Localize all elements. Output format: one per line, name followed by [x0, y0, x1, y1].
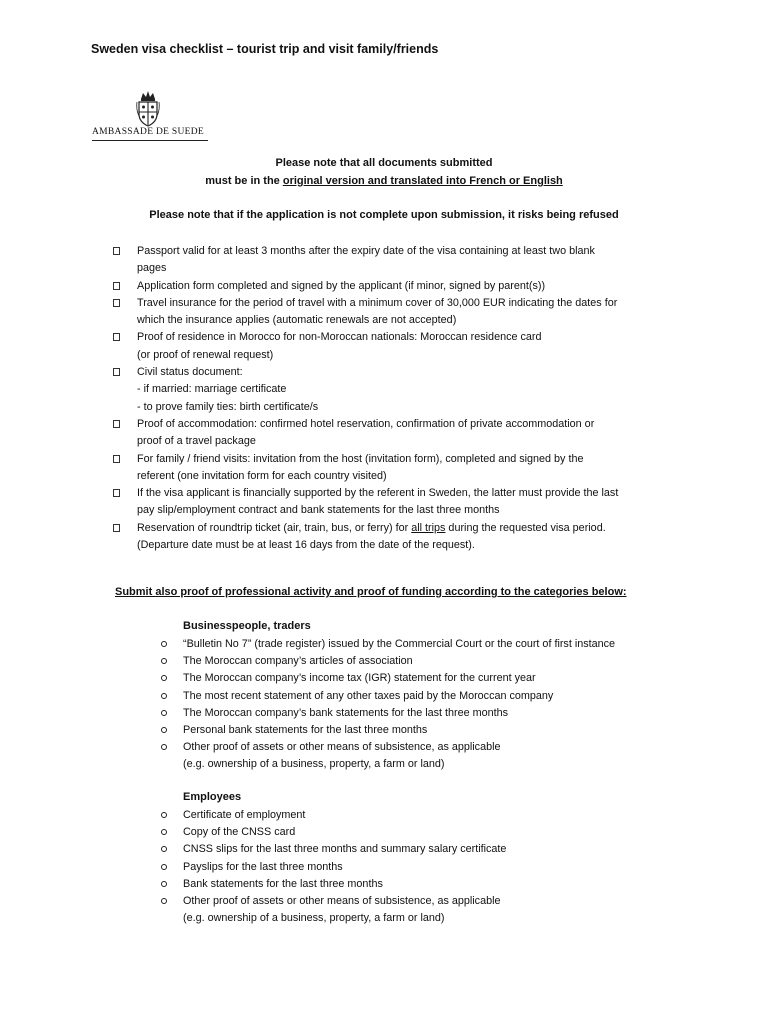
checklist-line: Application form completed and signed by the applicant (if minor, signed by parent(s))	[137, 279, 546, 292]
checklist-item	[113, 295, 683, 330]
checkbox-icon	[113, 420, 120, 428]
checkbox-icon	[113, 247, 120, 255]
list-item-line: “Bulletin No 7” (trade register) issued by the Commercial Court or the court of first instance	[183, 638, 616, 650]
checklist-line: (or proof of renewal request)	[137, 348, 274, 361]
circle-bullet-icon	[161, 881, 167, 887]
checklist-line: (Departure date must be at least 16 days from the date of the request).	[137, 539, 475, 552]
list-item-line: CNSS slips for the last three months and summary salary certificate	[183, 843, 507, 856]
checklist-line: - to prove family ties: birth certificate/s	[137, 400, 319, 413]
checkbox-icon	[113, 368, 120, 376]
circle-bullet-icon	[161, 710, 167, 716]
checklist-line-suffix: during the requested visa period.	[445, 521, 606, 534]
circle-bullet-icon	[161, 658, 167, 664]
list-item-line: Other proof of assets or other means of subsistence, as applicable	[183, 741, 501, 754]
checklist-line: Proof of accommodation: confirmed hotel reservation, confirmation of private accommodation or	[137, 417, 595, 430]
category-list-businesspeople	[159, 636, 699, 774]
document-checklist	[113, 243, 683, 554]
checklist-line	[137, 520, 683, 537]
checklist-item	[113, 243, 683, 278]
checklist-line: proof of a travel package	[137, 435, 256, 448]
list-item	[159, 859, 699, 876]
circle-bullet-icon	[161, 693, 167, 699]
notice-line-3: Please note that if the application is not complete upon submission, it risks being refused	[149, 209, 619, 221]
checkbox-icon	[113, 524, 120, 532]
checklist-line: which the insurance applies (automatic renewals are not accepted)	[137, 314, 457, 327]
list-item	[159, 841, 699, 858]
category-title-businesspeople: Businesspeople, traders	[183, 620, 311, 632]
checkbox-icon	[113, 455, 120, 463]
logo-text: AMBASSADE DE SUEDE	[92, 127, 205, 137]
circle-bullet-icon	[161, 829, 167, 835]
checklist-item	[113, 329, 683, 364]
list-item	[159, 670, 699, 687]
checkbox-icon	[113, 299, 120, 307]
checklist-line: pay slip/employment contract and bank statements for the last three months	[137, 504, 500, 517]
list-item	[159, 705, 699, 722]
list-item	[159, 876, 699, 893]
submit-heading: Submit also proof of professional activity and proof of funding according to the categories below:	[115, 586, 627, 598]
crown-crest-icon	[136, 90, 160, 128]
category-list-employees	[159, 807, 699, 927]
list-item	[159, 653, 699, 670]
list-item-line: (e.g. ownership of a business, property, a farm or land)	[183, 912, 445, 925]
checklist-line: Proof of residence in Morocco for non-Moroccan nationals: Moroccan residence card	[137, 331, 542, 344]
checklist-line: - if married: marriage certificate	[137, 383, 287, 396]
checkbox-icon	[113, 489, 120, 497]
checklist-line-prefix: Reservation of roundtrip ticket (air, train, bus, or ferry) for	[137, 521, 412, 534]
list-item-line: Personal bank statements for the last three months	[183, 724, 428, 737]
checklist-item	[113, 520, 683, 555]
list-item	[159, 739, 699, 773]
list-item-line: The Moroccan company’s income tax (IGR) statement for the current year	[183, 672, 536, 685]
notice-line-2-underlined: original version and translated into French or English	[282, 175, 563, 187]
notice-line-2	[0, 175, 768, 187]
list-item-line: The most recent statement of any other taxes paid by the Moroccan company	[183, 689, 554, 702]
list-item	[159, 807, 699, 824]
category-title-employees: Employees	[183, 791, 242, 803]
circle-bullet-icon	[161, 744, 167, 750]
embassy-logo	[92, 90, 210, 146]
checkbox-icon	[113, 282, 120, 290]
list-item-line: The Moroccan company’s bank statements for the last three months	[183, 706, 509, 719]
checklist-item	[113, 416, 683, 451]
list-item	[159, 824, 699, 841]
list-item	[159, 893, 699, 927]
checklist-line: Travel insurance for the period of travel with a minimum cover of 30,000 EUR indicating the dates for	[137, 296, 618, 309]
list-item-line: Certificate of employment	[183, 809, 306, 821]
list-item-line: (e.g. ownership of a business, property, a farm or land)	[183, 758, 445, 771]
circle-bullet-icon	[161, 864, 167, 870]
circle-bullet-icon	[161, 898, 167, 904]
checklist-line-underlined: all trips	[411, 521, 446, 534]
circle-bullet-icon	[161, 675, 167, 681]
list-item	[159, 688, 699, 705]
checklist-item	[113, 278, 683, 295]
checklist-item	[113, 364, 683, 416]
checklist-item	[113, 451, 683, 486]
list-item	[159, 636, 699, 653]
list-item-line: Bank statements for the last three months	[183, 877, 383, 890]
checklist-line: Civil status document:	[137, 366, 243, 379]
checklist-item	[113, 485, 683, 520]
notice-line-2-prefix: must be in the	[205, 175, 283, 187]
checklist-line: pages	[137, 262, 167, 275]
circle-bullet-icon	[161, 846, 167, 852]
checklist-line: Passport valid for at least 3 months after the expiry date of the visa containing at least two blank	[137, 245, 595, 257]
circle-bullet-icon	[161, 812, 167, 818]
checklist-line: referent (one invitation form for each country visited)	[137, 469, 387, 482]
logo-rule	[92, 140, 208, 141]
circle-bullet-icon	[161, 727, 167, 733]
checkbox-icon	[113, 333, 120, 341]
notice-line-1: Please note that all documents submitted	[275, 157, 493, 169]
document-title: Sweden visa checklist – tourist trip and visit family/friends	[91, 42, 439, 56]
circle-bullet-icon	[161, 641, 167, 647]
checklist-line: If the visa applicant is financially supported by the referent in Sweden, the latter must provide the last	[137, 487, 619, 500]
list-item-line: Other proof of assets or other means of subsistence, as applicable	[183, 895, 501, 908]
list-item-line: The Moroccan company’s articles of association	[183, 655, 413, 668]
list-item-line: Payslips for the last three months	[183, 860, 343, 873]
list-item-line: Copy of the CNSS card	[183, 826, 296, 839]
list-item	[159, 722, 699, 739]
checklist-line: For family / friend visits: invitation from the host (invitation form), completed and signed by the	[137, 452, 584, 465]
